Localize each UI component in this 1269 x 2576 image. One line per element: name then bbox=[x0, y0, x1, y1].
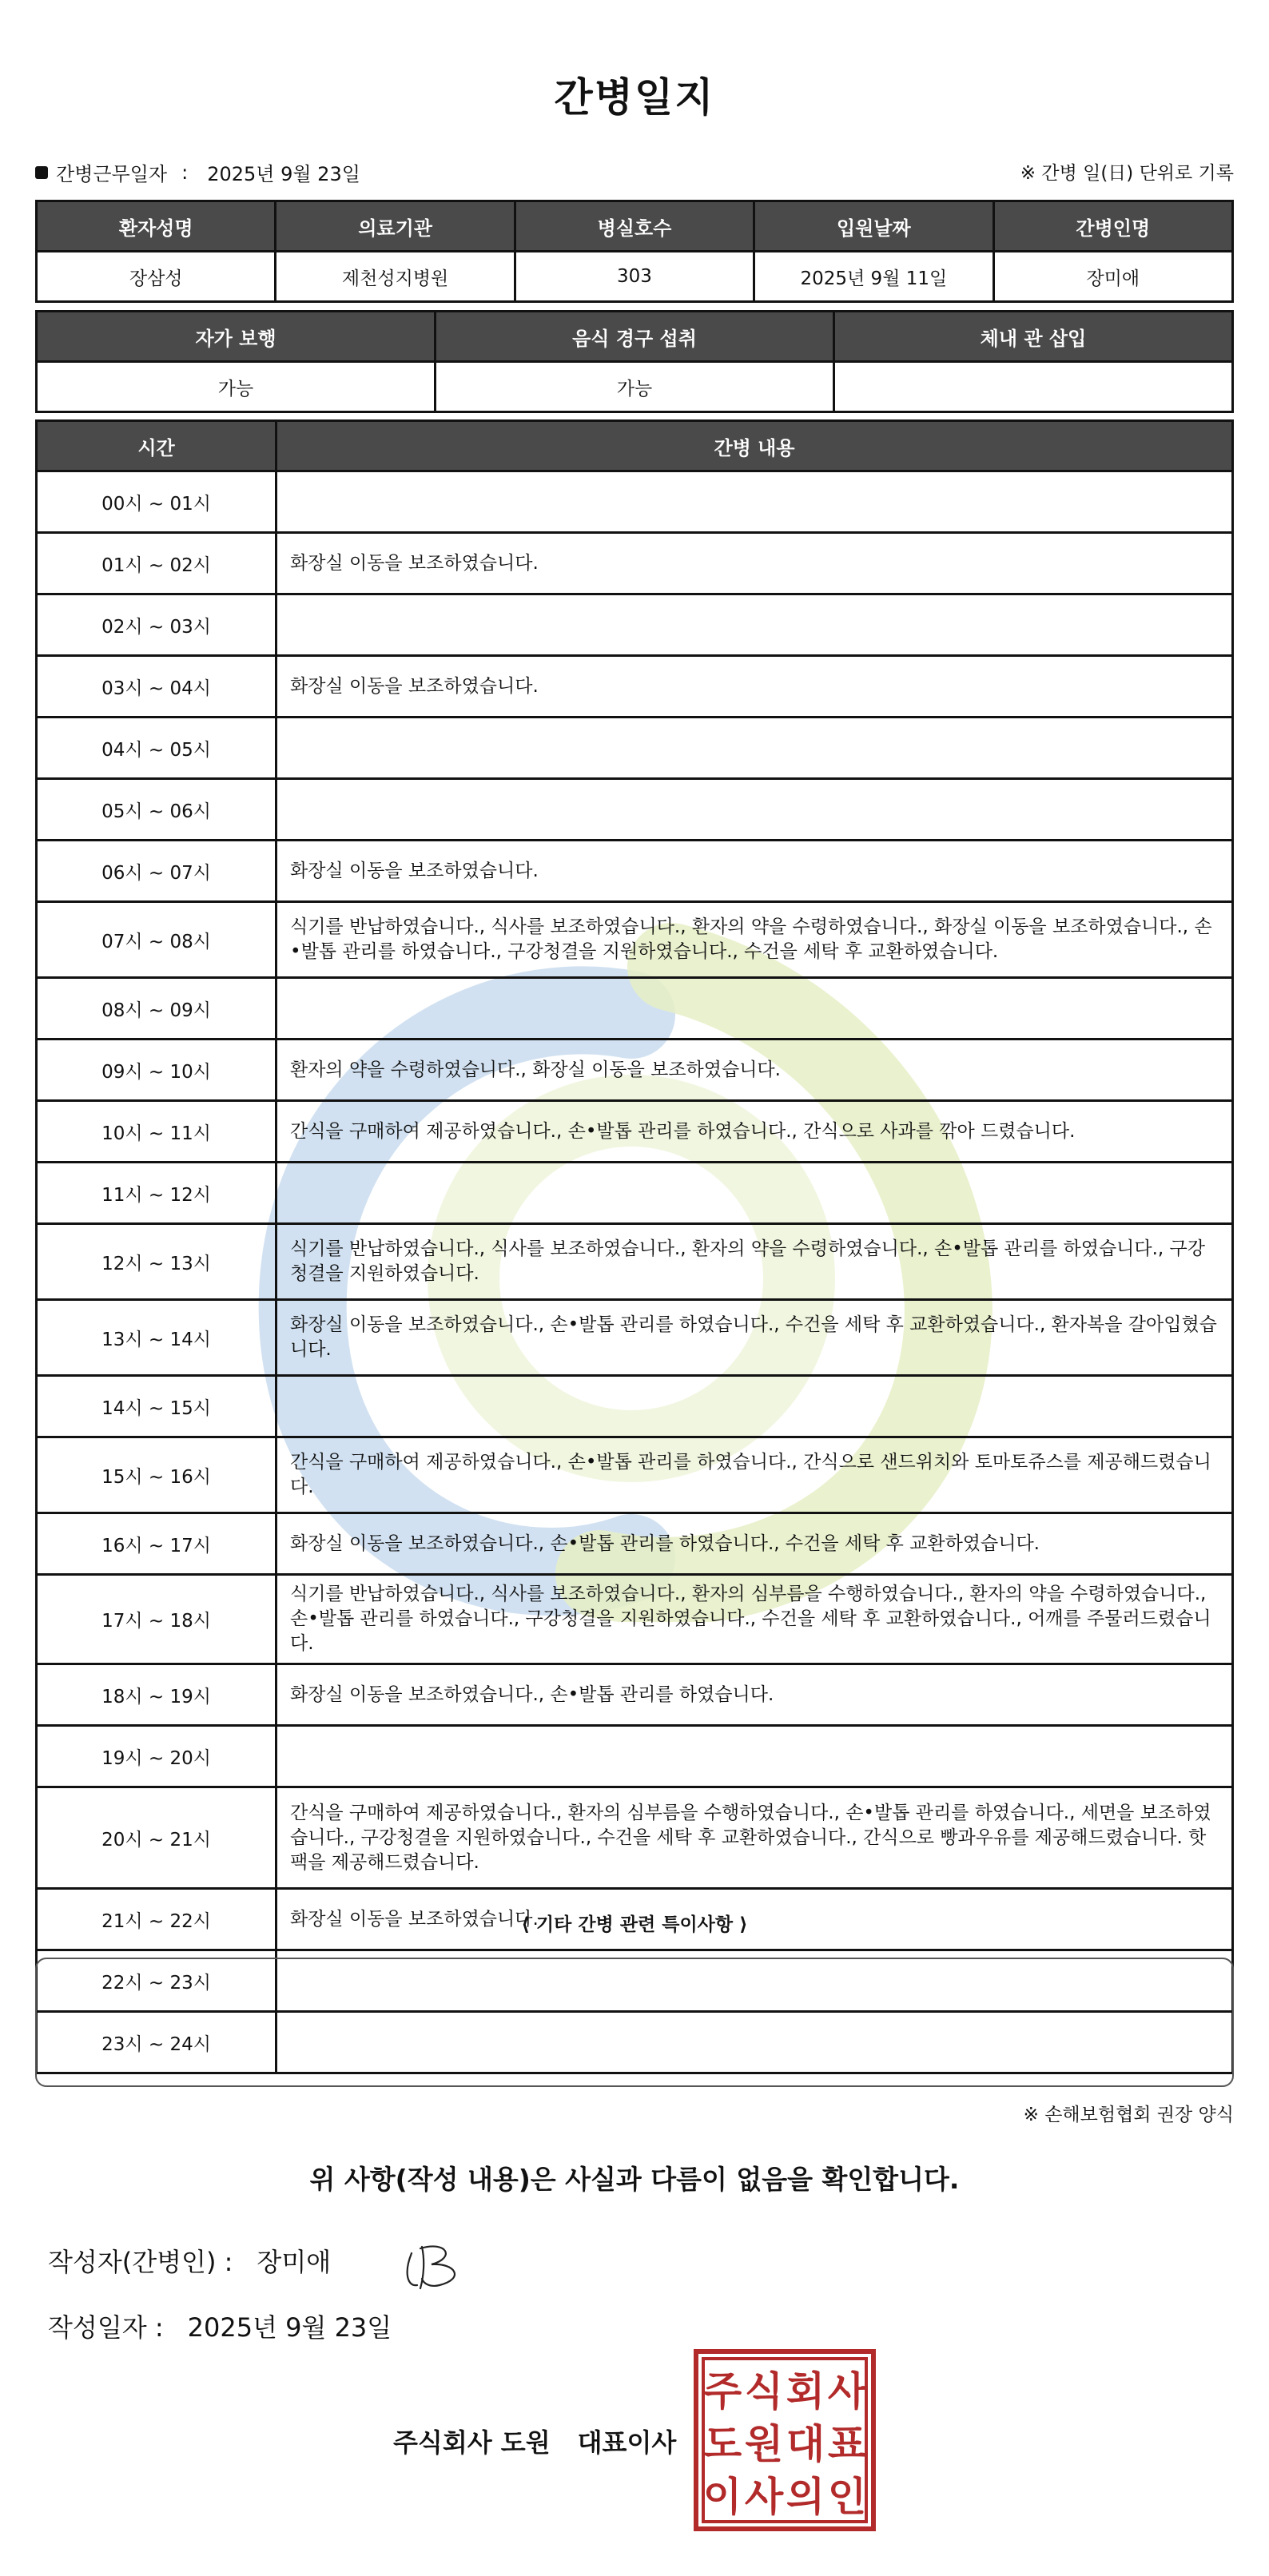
table-row bbox=[37, 978, 1233, 1040]
writer-row bbox=[48, 2242, 331, 2279]
company-seal bbox=[694, 2349, 876, 2531]
time-cell: 02시 ~ 03시 bbox=[37, 594, 276, 656]
time-cell: 00시 ~ 01시 bbox=[37, 471, 276, 533]
table-row bbox=[37, 718, 1233, 779]
svg-text:원: 원 bbox=[744, 2421, 784, 2467]
admission-date: 2025년 9월 11일 bbox=[754, 252, 993, 302]
time-cell: 04시 ~ 05시 bbox=[37, 718, 276, 779]
time-cell: 15시 ~ 16시 bbox=[37, 1437, 276, 1513]
table-row bbox=[37, 1300, 1233, 1376]
svg-text:인: 인 bbox=[827, 2474, 867, 2520]
content-cell: 화장실 이동을 보조하였습니다. bbox=[276, 1889, 1233, 1950]
oral-intake-value: 가능 bbox=[436, 362, 834, 412]
time-cell: 10시 ~ 11시 bbox=[37, 1101, 276, 1163]
company-title: 대표이사 bbox=[577, 2427, 677, 2458]
svg-text:이: 이 bbox=[702, 2474, 742, 2520]
table-row bbox=[37, 902, 1233, 978]
time-cell: 05시 ~ 06시 bbox=[37, 779, 276, 841]
unit-note: ※ 간병 일(日) 단위로 기록 bbox=[1020, 163, 1234, 184]
writer-label: 작성자(간병인) : bbox=[48, 2247, 233, 2277]
patient-name: 장삼성 bbox=[37, 252, 276, 302]
svg-text:도: 도 bbox=[702, 2421, 742, 2467]
table-row bbox=[37, 1376, 1233, 1437]
ability-table bbox=[35, 310, 1234, 413]
work-date-row bbox=[35, 158, 1234, 190]
content-cell: 간식을 구매하여 제공하였습니다., 손•발톱 관리를 하였습니다., 간식으로 샌드위치와 토마토쥬스를 제공해드렸습니다. bbox=[276, 1437, 1233, 1513]
table-row bbox=[37, 1575, 1233, 1664]
table-row bbox=[37, 1101, 1233, 1163]
content-cell: 간식을 구매하여 제공하였습니다., 손•발톱 관리를 하였습니다., 간식으로 사과를 깎아 드렸습니다. bbox=[276, 1101, 1233, 1163]
content-cell: 화장실 이동을 보조하였습니다., 손•발톱 관리를 하였습니다. bbox=[276, 1664, 1233, 1726]
table-row bbox=[37, 1040, 1233, 1101]
notes-label: ⟨ 기타 간병 관련 특이사항 ⟩ bbox=[521, 1914, 748, 1935]
content-cell bbox=[276, 978, 1233, 1040]
table-row bbox=[37, 471, 1233, 533]
content-cell bbox=[276, 1376, 1233, 1437]
time-cell: 22시 ~ 23시 bbox=[37, 1950, 276, 2012]
time-cell: 01시 ~ 02시 bbox=[37, 533, 276, 594]
table-row bbox=[37, 1224, 1233, 1300]
content-cell: 식기를 반납하였습니다., 식사를 보조하였습니다., 환자의 약을 수령하였습니다., 손•발톱 관리를 하였습니다., 구강청결을 지원하였습니다. bbox=[276, 1224, 1233, 1300]
header-oral-intake: 음식 경구 섭취 bbox=[436, 312, 834, 362]
work-date-value: 2025년 9월 23일 bbox=[207, 163, 360, 185]
svg-text:사: 사 bbox=[744, 2474, 784, 2520]
time-cell: 03시 ~ 04시 bbox=[37, 656, 276, 718]
table-row bbox=[37, 841, 1233, 902]
time-cell: 12시 ~ 13시 bbox=[37, 1224, 276, 1300]
work-date-separator: : bbox=[181, 161, 189, 184]
table-row bbox=[37, 1664, 1233, 1726]
square-bullet-icon bbox=[35, 166, 48, 179]
time-cell: 17시 ~ 18시 bbox=[37, 1575, 276, 1664]
table-row bbox=[37, 779, 1233, 841]
table-row bbox=[37, 533, 1233, 594]
svg-text:의: 의 bbox=[786, 2474, 825, 2520]
written-date-row bbox=[48, 2308, 392, 2344]
table-row bbox=[37, 1437, 1233, 1513]
content-cell bbox=[276, 1163, 1233, 1224]
content-cell bbox=[276, 471, 1233, 533]
time-cell: 16시 ~ 17시 bbox=[37, 1513, 276, 1575]
work-date-label: 간병근무일자 bbox=[56, 163, 168, 185]
time-cell: 19시 ~ 20시 bbox=[37, 1726, 276, 1787]
svg-text:주: 주 bbox=[702, 2368, 742, 2415]
time-cell: 08시 ~ 09시 bbox=[37, 978, 276, 1040]
content-cell: 화장실 이동을 보조하였습니다. bbox=[276, 656, 1233, 718]
time-cell: 07시 ~ 08시 bbox=[37, 902, 276, 978]
content-cell: 화장실 이동을 보조하였습니다. bbox=[276, 841, 1233, 902]
content-cell: 화장실 이동을 보조하였습니다. bbox=[276, 533, 1233, 594]
hospital-name: 제천성지병원 bbox=[276, 252, 515, 302]
header-patient-name: 환자성명 bbox=[37, 201, 276, 252]
table-row bbox=[37, 1787, 1233, 1889]
walking-value: 가능 bbox=[37, 362, 436, 412]
time-cell: 06시 ~ 07시 bbox=[37, 841, 276, 902]
time-cell: 18시 ~ 19시 bbox=[37, 1664, 276, 1726]
patient-info-table bbox=[35, 200, 1234, 303]
signature bbox=[400, 2237, 471, 2293]
header-hospital: 의료기관 bbox=[276, 201, 515, 252]
written-date-label: 작성일자 : bbox=[48, 2312, 164, 2343]
content-cell: 식기를 반납하였습니다., 식사를 보조하였습니다., 환자의 심부름을 수행하였습니다., 환자의 약을 수령하였습니다., 손•발톱 관리를 하였습니다., 구강청결을 지원하였습니다., 수건을 세탁 후 교환하였습니다., 어깨를 주물러드렸습니다. bbox=[276, 1575, 1233, 1664]
content-cell bbox=[276, 779, 1233, 841]
header-time: 시간 bbox=[37, 421, 276, 471]
caregiver-name: 장미애 bbox=[993, 252, 1232, 302]
care-log-table bbox=[35, 419, 1234, 2074]
svg-text:사: 사 bbox=[827, 2368, 867, 2415]
company-line bbox=[393, 2423, 676, 2459]
time-cell: 13시 ~ 14시 bbox=[37, 1300, 276, 1376]
time-cell: 23시 ~ 24시 bbox=[37, 2012, 276, 2073]
notes-box bbox=[35, 1958, 1234, 2087]
header-walking: 자가 보행 bbox=[37, 312, 436, 362]
svg-text:표: 표 bbox=[827, 2421, 867, 2467]
table-row bbox=[37, 1726, 1233, 1787]
recommendation-note: ※ 손해보험협회 권장 양식 bbox=[1023, 2105, 1234, 2125]
time-cell: 11시 ~ 12시 bbox=[37, 1163, 276, 1224]
header-tube: 체내 관 삽입 bbox=[834, 312, 1233, 362]
content-cell bbox=[276, 1726, 1233, 1787]
writer-name: 장미애 bbox=[257, 2247, 332, 2277]
content-cell bbox=[276, 718, 1233, 779]
company-name: 주식회사 도원 bbox=[393, 2427, 551, 2458]
svg-text:식: 식 bbox=[744, 2368, 784, 2415]
header-content: 간병 내용 bbox=[276, 421, 1233, 471]
written-date-value: 2025년 9월 23일 bbox=[187, 2312, 392, 2343]
table-row bbox=[37, 594, 1233, 656]
time-cell: 14시 ~ 15시 bbox=[37, 1376, 276, 1437]
header-room: 병실호수 bbox=[515, 201, 754, 252]
tube-value bbox=[834, 362, 1233, 412]
content-cell: 화장실 이동을 보조하였습니다., 손•발톱 관리를 하였습니다., 수건을 세탁 후 교환하였습니다. bbox=[276, 1513, 1233, 1575]
content-cell: 간식을 구매하여 제공하였습니다., 환자의 심부름을 수행하였습니다., 손•발톱 관리를 하였습니다., 세면을 보조하였습니다., 구강청결을 지원하였습니다., 수건을 세탁 후 교환하였습니다., 간식으로 빵과우유를 제공해드렸습니다. 핫팩을 제공해드렸습니다. bbox=[276, 1787, 1233, 1889]
content-cell: 식기를 반납하였습니다., 식사를 보조하였습니다., 환자의 약을 수령하였습니다., 화장실 이동을 보조하였습니다., 손•발톱 관리를 하였습니다., 구강청결을 지원하였습니다., 수건을 세탁 후 교환하였습니다. bbox=[276, 902, 1233, 978]
header-caregiver: 간병인명 bbox=[993, 201, 1232, 252]
svg-text:회: 회 bbox=[786, 2368, 825, 2415]
table-row bbox=[37, 656, 1233, 718]
page-title: 간병일지 bbox=[554, 74, 715, 121]
confirmation-statement: 위 사항(작성 내용)은 사실과 다름이 없음을 확인합니다. bbox=[309, 2164, 960, 2195]
time-cell: 21시 ~ 22시 bbox=[37, 1889, 276, 1950]
svg-text:대: 대 bbox=[786, 2421, 825, 2467]
content-cell: 환자의 약을 수령하였습니다., 화장실 이동을 보조하였습니다. bbox=[276, 1040, 1233, 1101]
table-row bbox=[37, 1163, 1233, 1224]
time-cell: 09시 ~ 10시 bbox=[37, 1040, 276, 1101]
room-number: 303 bbox=[515, 252, 754, 302]
header-admission-date: 입원날짜 bbox=[754, 201, 993, 252]
content-cell bbox=[276, 594, 1233, 656]
time-cell: 20시 ~ 21시 bbox=[37, 1787, 276, 1889]
table-row bbox=[37, 1513, 1233, 1575]
content-cell: 화장실 이동을 보조하였습니다., 손•발톱 관리를 하였습니다., 수건을 세탁 후 교환하였습니다., 환자복을 갈아입혔습니다. bbox=[276, 1300, 1233, 1376]
